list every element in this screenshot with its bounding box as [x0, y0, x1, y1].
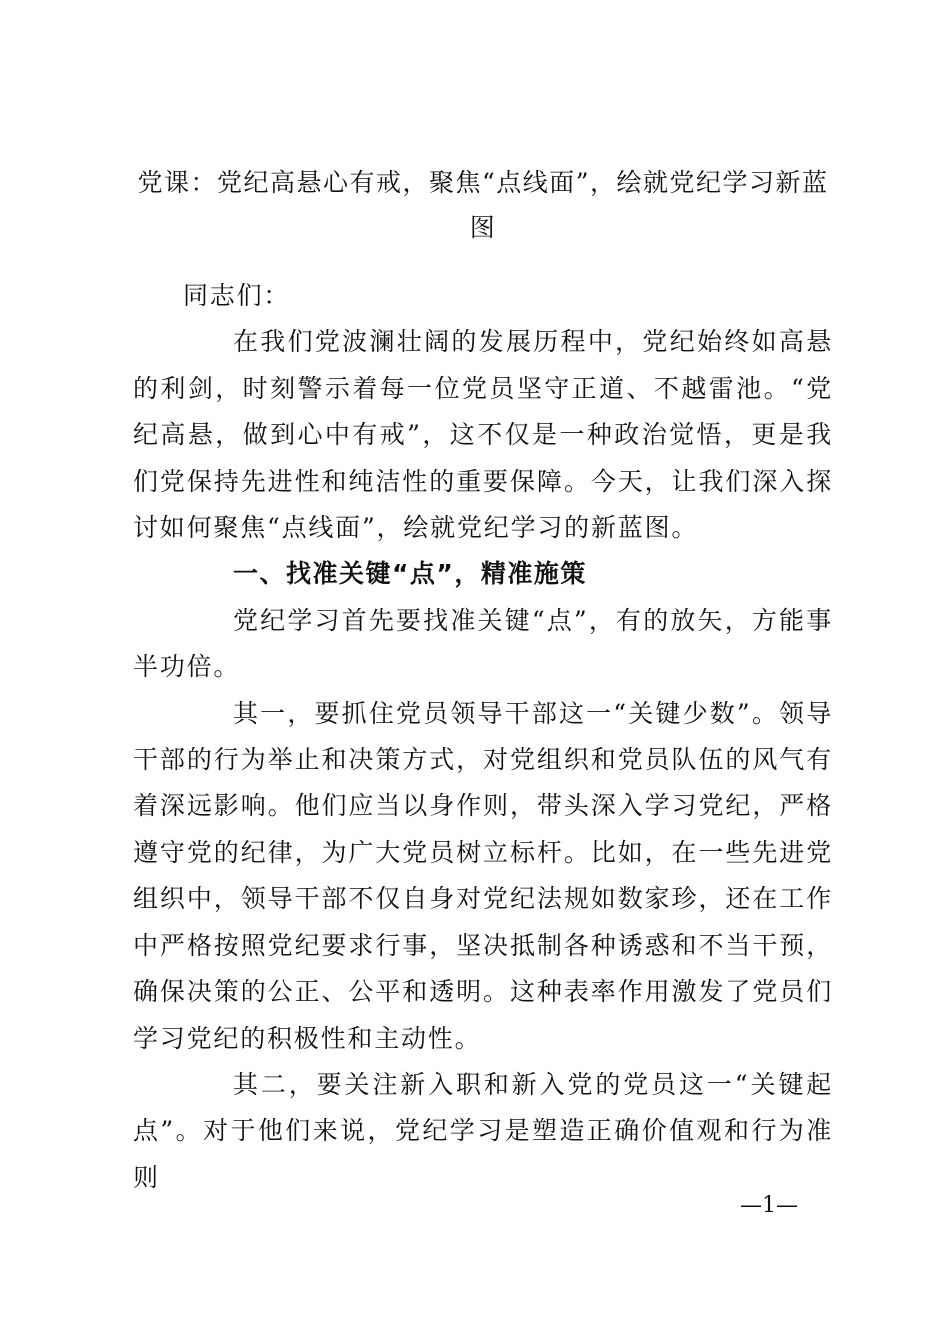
body-paragraph: 其一，要抓住党员领导干部这一“关键少数”。领导干部的行为举止和决策方式，对党组织和党员队伍的风气有着深远影响。他们应当以身作则，带头深入学习党纪，严格遵守党的纪律，为广大党员树立标杆。比如，在一些先进党组织中，领导干部不仅自身对党纪法规如数家珍，还在工作中严格按照党纪要求行事，坚决抵制各种诱惑和不当干预，确保决策的公正、公平和透明。这种表率作用激发了党员们学习党纪的积极性和主动性。	[133, 698, 833, 1053]
body-paragraph: 其二，要关注新入职和新入党的党员这一“关键起点”。对于他们来说，党纪学习是塑造正确价值观和行为准则	[133, 1069, 833, 1192]
salutation: 同志们：	[183, 281, 291, 310]
page-number: —1—	[740, 1193, 798, 1218]
section-heading: 一、找准关键“点”，精准施策	[233, 559, 587, 589]
document-body	[133, 273, 833, 1201]
body-paragraph: 党纪学习首先要找准关键“点”，有的放矢，方能事半功倍。	[133, 605, 833, 682]
document-title: 党课：党纪高悬心有戒，聚焦“点线面”，绘就党纪学习新蓝图	[137, 168, 829, 242]
intro-paragraph: 在我们党波澜壮阔的发展历程中，党纪始终如高悬的利剑，时刻警示着每一位党员坚守正道、不越雷池。“党纪高悬，做到心中有戒”，这不仅是一种政治觉悟，更是我们党保持先进性和纯洁性的重要保障。今天，让我们深入探讨如何聚焦“点线面”，绘就党纪学习的新蓝图。	[133, 327, 833, 543]
